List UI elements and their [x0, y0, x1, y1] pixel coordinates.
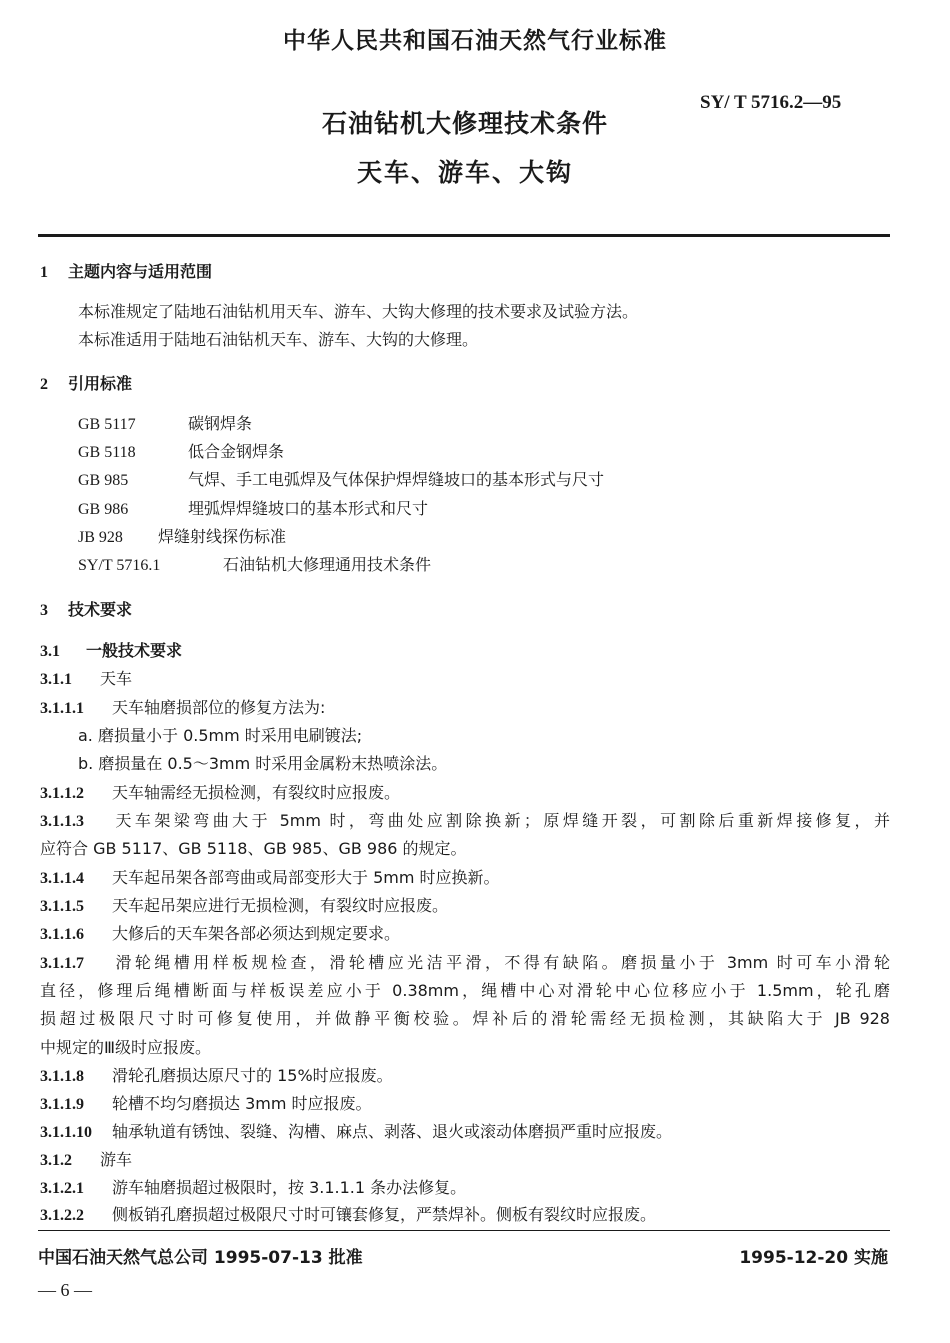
clause-item: a. 磨损量小于 0.5mm 时采用电刷镀法; — [78, 726, 363, 745]
reference-item: SY/T 5716.1 石油钻机大修理通用技术条件 — [78, 555, 432, 574]
subsection-heading: 3.1.1 天车 — [40, 669, 133, 688]
standard-code: SY/ T 5716.2—95 — [700, 92, 842, 113]
clause: 3.1.1.5 天车起吊架应进行无损检测，有裂纹时应报废。 — [40, 896, 449, 915]
footer-divider — [38, 1230, 890, 1231]
paragraph: 本标准适用于陆地石油钻机天车、游车、大钩的大修理。 — [78, 330, 479, 349]
reference-item: GB 986 埋弧焊焊缝坡口的基本形式和尺寸 — [78, 499, 429, 518]
section-heading-2: 2 引用标准 — [40, 374, 133, 393]
clause: 3.1.1.8 滑轮孔磨损达原尺寸的 15%时应报废。 — [40, 1066, 393, 1085]
clause: 3.1.1.6 大修后的天车架各部必须达到规定要求。 — [40, 924, 401, 943]
clause-item: b. 磨损量在 0.5～3mm 时采用金属粉末热喷涂法。 — [78, 754, 448, 773]
clause-continuation: 直径，修理后绳槽断面与样板误差应小于 0.38mm，绳槽中心对滑轮中心位移应小于 1.5mm，轮孔磨 — [40, 981, 890, 1000]
clause: 3.1.2.2 侧板销孔磨损超过极限尺寸时可镶套修复，严禁焊补。侧板有裂纹时应报废。 — [40, 1205, 657, 1224]
clause: 3.1.1.2 天车轴需经无损检测，有裂纹时应报废。 — [40, 783, 401, 802]
implementation-date: 1995-12-20 实施 — [739, 1248, 888, 1268]
clause: 3.1.1.10 轴承轨道有锈蚀、裂缝、沟槽、麻点、剥落、退火或滚动体磨损严重时应报废。 — [40, 1122, 673, 1141]
reference-item: GB 985 气焊、手工电弧焊及气体保护焊焊缝坡口的基本形式与尺寸 — [78, 470, 605, 489]
subsection-heading: 3.1.2 游车 — [40, 1150, 133, 1169]
paragraph: 本标准规定了陆地石油钻机用天车、游车、大钩大修理的技术要求及试验方法。 — [78, 302, 639, 321]
clause-continuation: 应符合 GB 5117、GB 5118、GB 985、GB 986 的规定。 — [40, 839, 467, 858]
clause-continuation: 损超过极限尺寸时可修复使用，并做静平衡校验。焊补后的滑轮需经无损检测，其缺陷大于 JB 928 — [40, 1009, 890, 1028]
clause: 3.1.1.9 轮槽不均匀磨损达 3mm 时应报废。 — [40, 1094, 372, 1113]
clause: 3.1.1.3 天车架梁弯曲大于 5mm 时，弯曲处应割除换新；原焊缝开裂，可割除后重新焊接修复，并 — [40, 811, 890, 830]
header-divider — [38, 234, 890, 237]
subsection-heading: 3.1 一般技术要求 — [40, 641, 183, 660]
section-heading-3: 3 技术要求 — [40, 600, 133, 619]
reference-item: GB 5118 低合金钢焊条 — [78, 442, 285, 461]
section-heading-1: 1 主题内容与适用范围 — [40, 262, 213, 281]
document-title: 石油钻机大修理技术条件 — [321, 109, 608, 138]
approval-line: 中国石油天然气总公司 1995-07-13 批准 — [38, 1248, 363, 1268]
reference-item: JB 928 焊缝射线探伤标准 — [78, 527, 287, 546]
page-number: — 6 — — [38, 1280, 92, 1300]
clause: 3.1.2.1 游车轴磨损超过极限时，按 3.1.1.1 条办法修复。 — [40, 1178, 467, 1197]
reference-item: GB 5117 碳钢焊条 — [78, 414, 253, 433]
document-subtitle: 天车、游车、大钩 — [356, 158, 573, 187]
issuing-category: 中华人民共和国石油天然气行业标准 — [283, 28, 667, 54]
clause: 3.1.1.1 天车轴磨损部位的修复方法为: — [40, 698, 326, 717]
clause-continuation: 中规定的Ⅲ级时应报废。 — [40, 1038, 212, 1057]
clause: 3.1.1.7 滑轮绳槽用样板规检查，滑轮槽应光洁平滑，不得有缺陷。磨损量小于 3mm 时可车小滑轮 — [40, 953, 890, 972]
clause: 3.1.1.4 天车起吊架各部弯曲或局部变形大于 5mm 时应换新。 — [40, 868, 500, 887]
